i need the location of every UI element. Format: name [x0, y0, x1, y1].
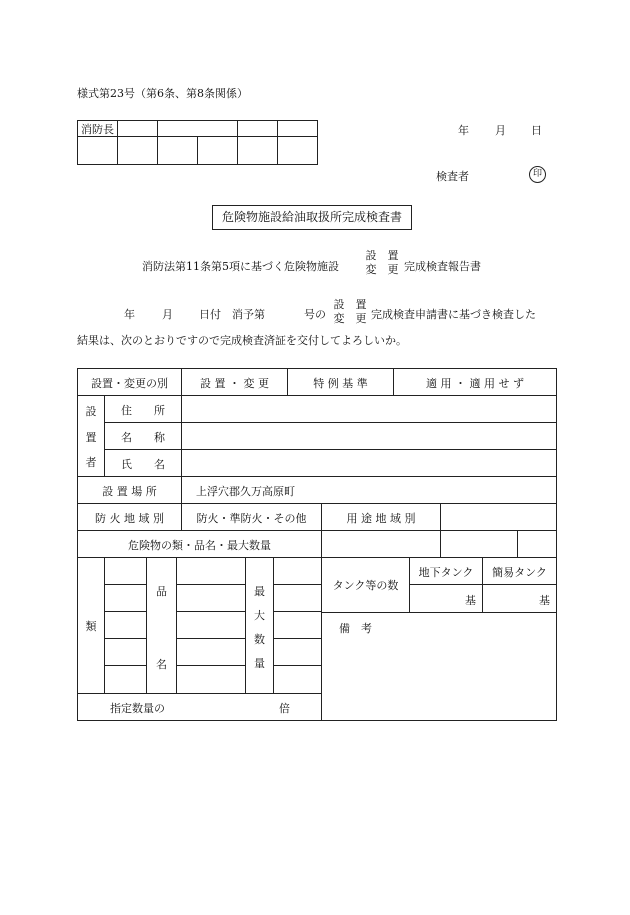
installer-char-1: 設	[85, 405, 97, 418]
installer-char-2: 置	[85, 431, 97, 444]
location-value: 上浮穴郡久万高原町	[196, 485, 295, 498]
installer-person-label: 氏 名	[121, 458, 165, 471]
body-month: 月	[162, 308, 173, 321]
tank-count-label: タンク等の数	[332, 579, 399, 592]
simple-tank-label: 簡易タンク	[492, 566, 547, 579]
inspector-label: 検査者	[436, 170, 469, 183]
seal-mark: 印	[529, 166, 546, 183]
max-label-1: 最	[254, 585, 265, 598]
hazmat-header: 危険物の類・品名・最大数量	[128, 539, 271, 552]
report-suffix: 完成検査報告書	[404, 260, 481, 273]
class-label: 類	[85, 620, 97, 633]
fire-zone-label: 防 火 地 域 別	[95, 512, 164, 525]
date-month: 月	[495, 124, 506, 137]
special-standard-label: 特 例 基 準	[313, 377, 368, 390]
designated-quantity-unit: 倍	[279, 702, 290, 715]
body-after: 完成検査申請書に基づき検査した	[371, 308, 536, 321]
date-year: 年	[458, 124, 469, 137]
report-setup-change: 設 置 変 更	[365, 249, 399, 276]
item-label-bottom: 名	[156, 658, 167, 671]
installer-address-label: 住 所	[121, 404, 165, 417]
report-prefix: 消防法第11条第5項に基づく危険物施設	[142, 260, 339, 273]
designated-quantity-label: 指定数量の	[110, 702, 165, 715]
installer-char-3: 者	[85, 456, 97, 469]
use-zone-label: 用 途 地 域 別	[346, 512, 416, 525]
date-day: 日	[531, 124, 542, 137]
body-line2: 結果は、次のとおりですので完成検査済証を交付してよろしいか。	[77, 334, 407, 347]
body-year: 年	[124, 308, 135, 321]
body-date-mark: 日付	[199, 308, 221, 321]
max-label-2: 大	[254, 609, 265, 622]
body-sho-yo: 消予第	[232, 308, 265, 321]
underground-tank-label: 地下タンク	[418, 566, 474, 579]
simple-tank-unit: 基	[539, 594, 550, 607]
document-title: 危険物施設給油取扱所完成検査書	[212, 205, 412, 230]
setup-change-value: 設 置 ・ 変 更	[200, 377, 269, 390]
remarks-label: 備 考	[339, 622, 372, 635]
body-setup-change: 設 置 変 更	[333, 298, 367, 325]
setup-change-type-label: 設置・変更の別	[91, 377, 168, 390]
fire-zone-value: 防火・準防火・その他	[196, 512, 307, 525]
chief-label: 消防長	[81, 123, 114, 136]
max-label-4: 量	[254, 657, 265, 670]
special-standard-value: 適 用 ・ 適 用 せ ず	[426, 377, 524, 390]
location-label: 設 置 場 所	[102, 485, 157, 498]
max-label-3: 数	[254, 633, 265, 646]
form-number: 様式第23号（第6条、第8条関係）	[77, 87, 248, 100]
underground-tank-unit: 基	[465, 594, 476, 607]
item-label-top: 品	[156, 585, 167, 598]
installer-name-label: 名 称	[121, 431, 165, 444]
body-go-no: 号の	[304, 308, 326, 321]
